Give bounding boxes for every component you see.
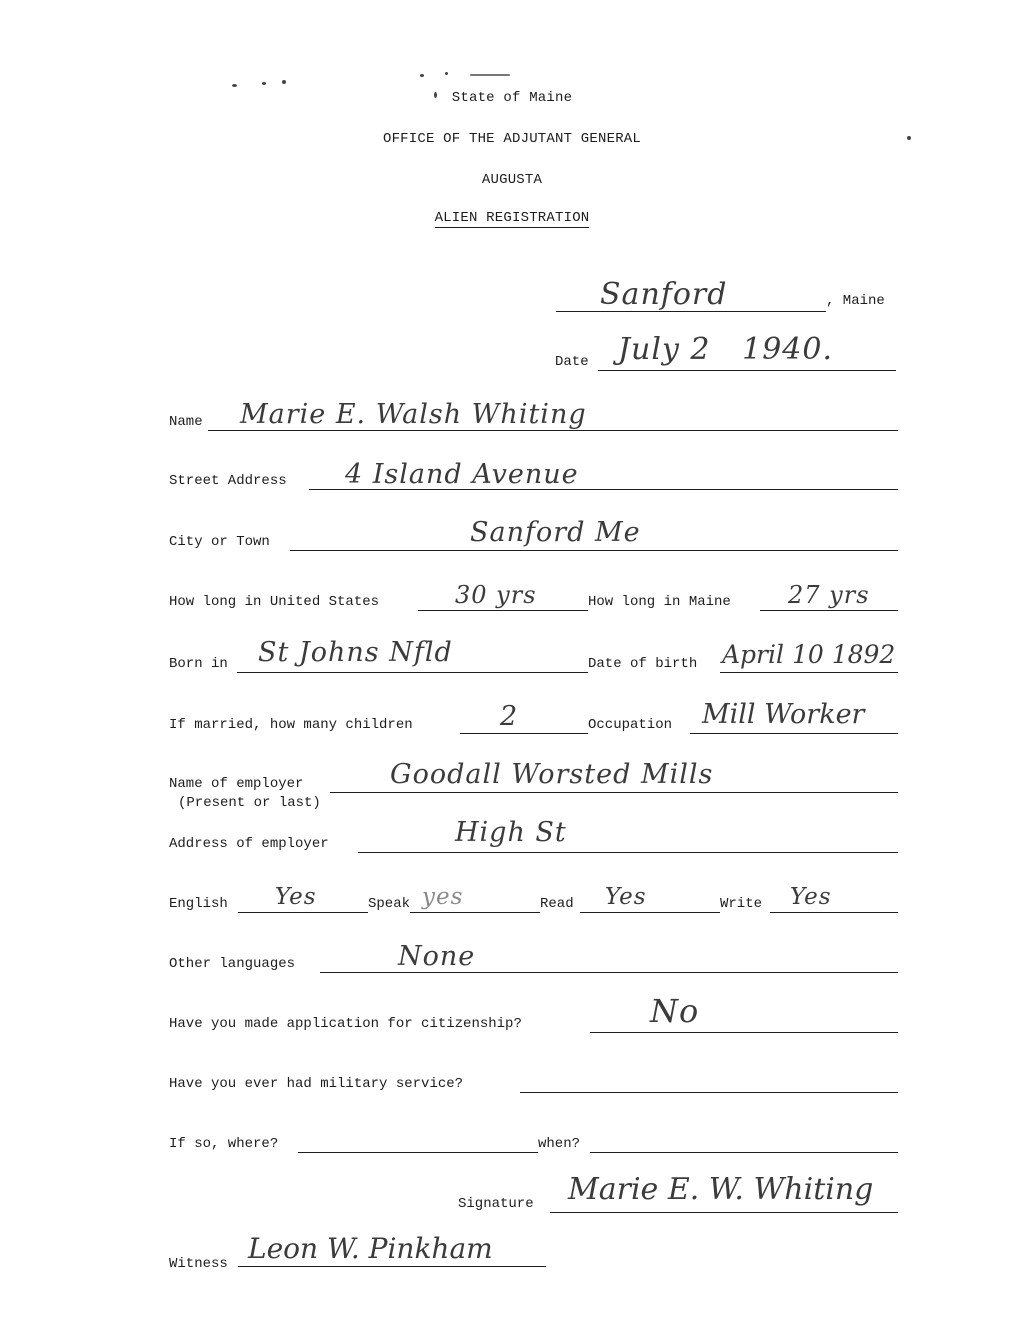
birth-date-line	[720, 672, 898, 673]
maine-years-line	[760, 610, 898, 611]
speak-value: yes	[422, 884, 464, 910]
street-value: 4 Island Avenue	[345, 459, 579, 490]
occupation-value: Mill Worker	[702, 699, 865, 730]
military-line	[520, 1092, 898, 1093]
where-label: If so, where?	[169, 1136, 279, 1152]
write-value: Yes	[790, 884, 832, 910]
date-label: Date	[555, 354, 589, 370]
date-value: July 2 1940.	[618, 332, 834, 367]
employer-address-line	[358, 852, 898, 853]
other-languages-value: None	[398, 941, 476, 972]
maine-years-label: How long in Maine	[588, 594, 731, 610]
form-title	[0, 210, 1024, 226]
other-languages-label: Other languages	[169, 956, 296, 972]
city-heading: AUGUSTA	[481, 172, 543, 188]
street-label: Street Address	[169, 473, 287, 489]
name-label: Name	[169, 414, 203, 430]
signature-label: Signature	[458, 1196, 534, 1212]
us-years-label: How long in United States	[169, 594, 380, 610]
english-label: English	[169, 896, 228, 912]
birth-date-value: April 10 1892	[722, 640, 896, 669]
signature-value: Marie E. W. Whiting	[568, 1172, 874, 1207]
maine-years-value: 27 yrs	[788, 581, 870, 609]
read-value: Yes	[605, 884, 647, 910]
employer-value: Goodall Worsted Mills	[390, 759, 714, 790]
occupation-line	[690, 733, 898, 734]
scan-speck	[470, 74, 510, 76]
when-label: when?	[538, 1136, 581, 1152]
employer-label: Name of employer	[169, 776, 304, 792]
children-line	[460, 733, 588, 734]
occupation-label: Occupation	[588, 717, 673, 733]
scan-speck	[420, 74, 424, 77]
town-value: Sanford	[600, 277, 728, 312]
born-in-line	[237, 672, 588, 673]
citizenship-line	[590, 1032, 898, 1033]
when-line	[590, 1152, 898, 1153]
scan-speck	[262, 82, 266, 85]
children-value: 2	[500, 701, 519, 732]
employer-line	[330, 792, 898, 793]
employer-address-label: Address of employer	[169, 836, 329, 852]
where-line	[298, 1152, 538, 1153]
employer-address-value: High St	[455, 817, 567, 848]
form-title-text: ALIEN REGISTRATION	[434, 210, 590, 226]
speak-line	[410, 912, 540, 913]
employer-sublabel: (Present or last)	[178, 795, 321, 811]
maine-suffix: , Maine	[826, 293, 885, 309]
name-line	[208, 430, 898, 431]
speak-label: Speak	[368, 896, 411, 912]
children-label: If married, how many children	[169, 717, 413, 733]
read-label: Read	[540, 896, 574, 912]
read-line	[580, 912, 720, 913]
birth-date-label: Date of birth	[588, 656, 698, 672]
city-value: Sanford Me	[470, 517, 641, 548]
citizenship-label: Have you made application for citizenship?	[169, 1016, 522, 1032]
write-line	[770, 912, 898, 913]
office-heading: OFFICE OF THE ADJUTANT GENERAL	[382, 131, 642, 147]
us-years-value: 30 yrs	[455, 581, 537, 609]
us-years-line	[418, 610, 588, 611]
scan-speck	[445, 72, 448, 75]
born-in-label: Born in	[169, 656, 228, 672]
city-line	[290, 550, 898, 551]
state-heading: State of Maine	[451, 90, 573, 106]
write-label: Write	[720, 896, 763, 912]
born-in-value: St Johns Nfld	[258, 637, 453, 668]
other-languages-line	[320, 972, 898, 973]
scan-speck	[232, 84, 237, 87]
citizenship-value: No	[650, 992, 700, 1030]
date-line	[598, 370, 896, 371]
english-line	[238, 912, 368, 913]
english-value: Yes	[275, 884, 317, 910]
name-value: Marie E. Walsh Whiting	[240, 399, 587, 430]
signature-line	[550, 1212, 898, 1213]
scan-speck	[282, 80, 286, 84]
military-label: Have you ever had military service?	[169, 1076, 464, 1092]
witness-value: Leon W. Pinkham	[248, 1232, 493, 1265]
city-label: City or Town	[169, 534, 270, 550]
witness-line	[238, 1266, 546, 1267]
witness-label: Witness	[169, 1256, 228, 1272]
